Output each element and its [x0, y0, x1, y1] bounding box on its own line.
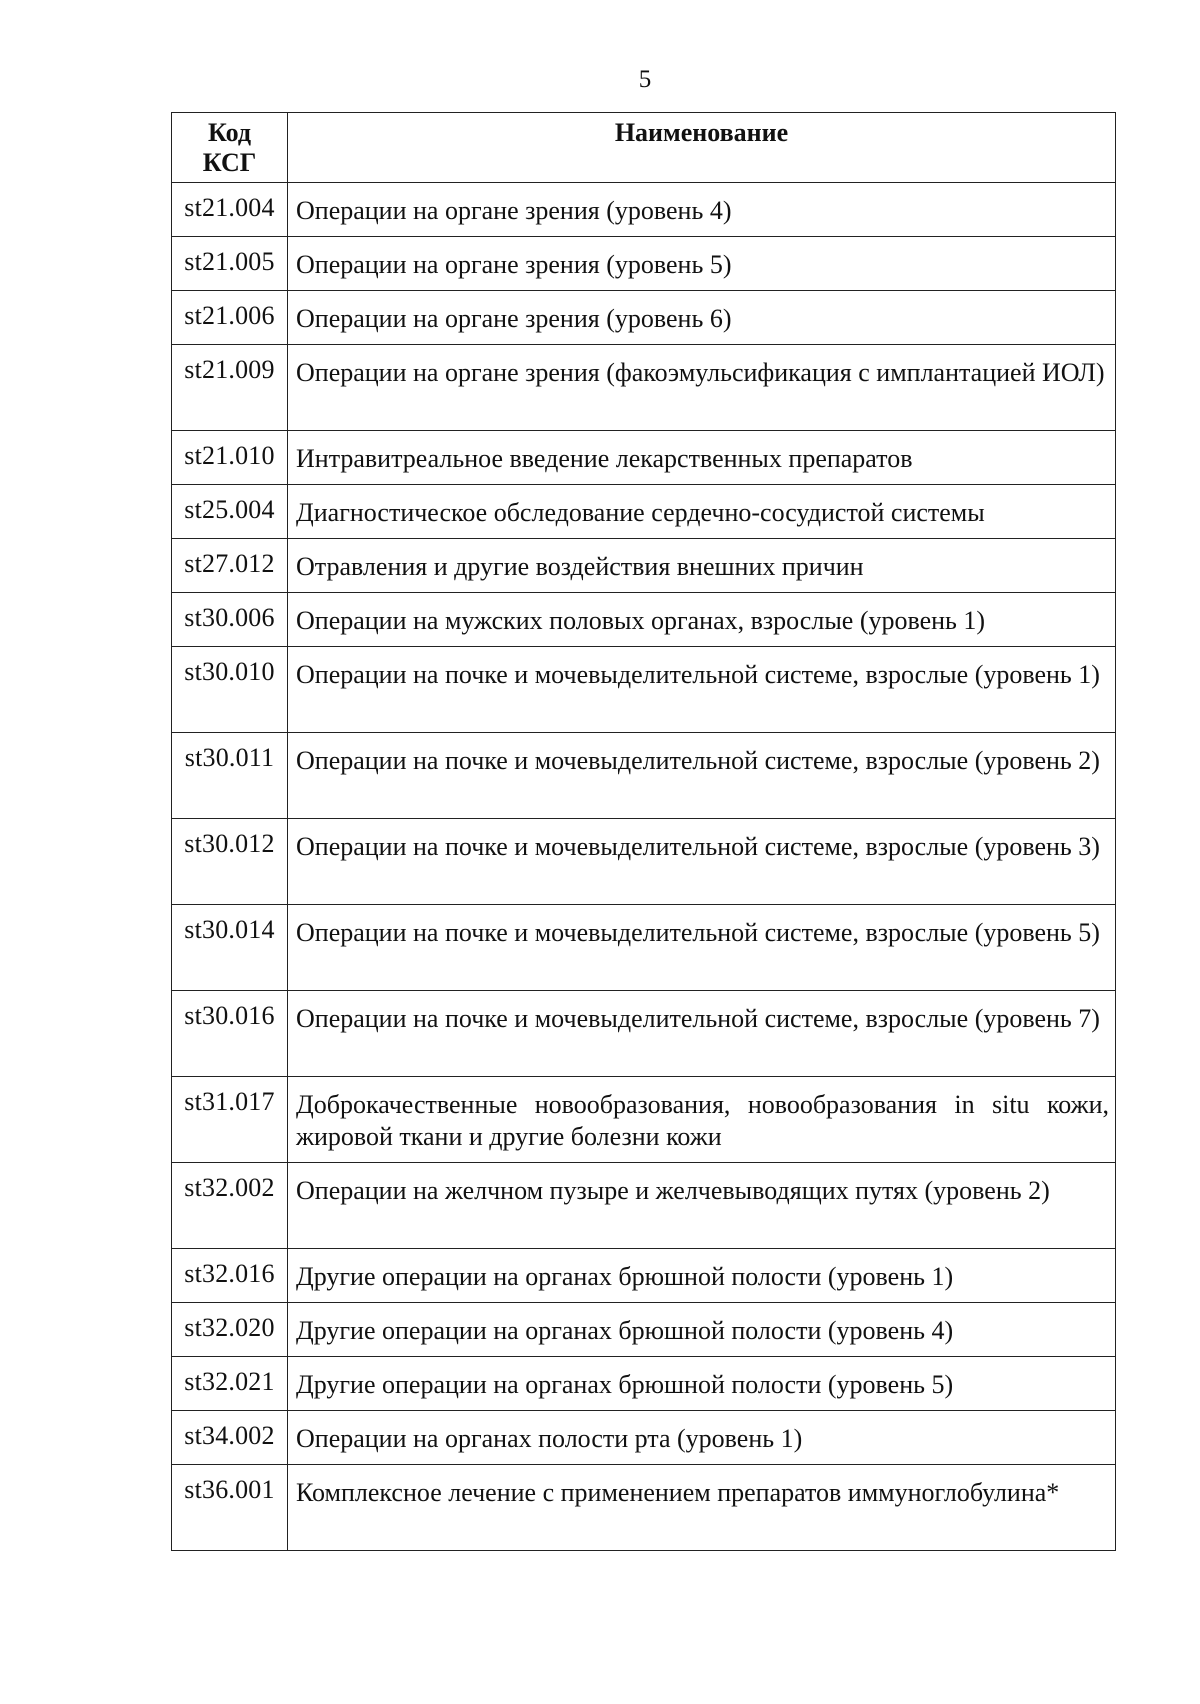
row-name: Операции на органе зрения (уровень 6) [288, 291, 1116, 345]
row-code: st30.010 [172, 647, 288, 733]
row-code: st30.014 [172, 905, 288, 991]
table-header-row [172, 113, 1116, 183]
row-code: st21.006 [172, 291, 288, 345]
row-name: Операции на органе зрения (уровень 4) [288, 183, 1116, 237]
row-code: st36.001 [172, 1465, 288, 1551]
row-code: st21.009 [172, 345, 288, 431]
row-name: Операции на органах полости рта (уровень 1) [288, 1411, 1116, 1465]
row-name: Операции на мужских половых органах, взрослые (уровень 1) [288, 593, 1116, 647]
row-code: st27.012 [172, 539, 288, 593]
row-code: st30.011 [172, 733, 288, 819]
table-row [172, 1303, 1116, 1357]
row-code: st32.020 [172, 1303, 288, 1357]
row-name: Операции на органе зрения (факоэмульсификация с имплантацией ИОЛ) [288, 345, 1116, 431]
table-row [172, 593, 1116, 647]
row-name: Операции на желчном пузыре и желчевыводящих путях (уровень 2) [288, 1163, 1116, 1249]
row-name: Операции на почке и мочевыделительной системе, взрослые (уровень 2) [288, 733, 1116, 819]
row-name: Доброкачественные новообразования, новообразования in situ кожи, жировой ткани и другие болезни кожи [288, 1077, 1116, 1163]
table-row [172, 1077, 1116, 1163]
table-row [172, 291, 1116, 345]
row-code: st32.021 [172, 1357, 288, 1411]
table-row [172, 431, 1116, 485]
row-name: Другие операции на органах брюшной полости (уровень 4) [288, 1303, 1116, 1357]
table-row [172, 237, 1116, 291]
table-row [172, 345, 1116, 431]
table-row [172, 1249, 1116, 1303]
row-name: Другие операции на органах брюшной полости (уровень 1) [288, 1249, 1116, 1303]
row-code: st30.016 [172, 991, 288, 1077]
row-code: st31.017 [172, 1077, 288, 1163]
row-name: Операции на почке и мочевыделительной системе, взрослые (уровень 3) [288, 819, 1116, 905]
row-name: Интравитреальное введение лекарственных препаратов [288, 431, 1116, 485]
table-row [172, 819, 1116, 905]
row-code: st30.006 [172, 593, 288, 647]
header-code-line2: КСГ [202, 148, 257, 177]
page-number: 5 [638, 66, 652, 93]
table-row [172, 1465, 1116, 1551]
table-row [172, 1357, 1116, 1411]
row-name: Диагностическое обследование сердечно-сосудистой системы [288, 485, 1116, 539]
row-code: st21.004 [172, 183, 288, 237]
table-row [172, 539, 1116, 593]
row-name: Другие операции на органах брюшной полости (уровень 5) [288, 1357, 1116, 1411]
table-row [172, 733, 1116, 819]
row-code: st30.012 [172, 819, 288, 905]
header-name: Наименование [288, 113, 1116, 183]
row-code: st21.010 [172, 431, 288, 485]
header-code-line1: Код [208, 118, 251, 147]
row-name: Отравления и другие воздействия внешних причин [288, 539, 1116, 593]
row-code: st32.002 [172, 1163, 288, 1249]
row-name: Операции на почке и мочевыделительной системе, взрослые (уровень 1) [288, 647, 1116, 733]
ksg-table [171, 112, 1116, 1551]
row-name: Операции на органе зрения (уровень 5) [288, 237, 1116, 291]
row-code: st34.002 [172, 1411, 288, 1465]
row-code: st32.016 [172, 1249, 288, 1303]
header-code [172, 113, 288, 183]
table-row [172, 1163, 1116, 1249]
row-code: st21.005 [172, 237, 288, 291]
row-name: Операции на почке и мочевыделительной системе, взрослые (уровень 7) [288, 991, 1116, 1077]
row-code: st25.004 [172, 485, 288, 539]
table-row [172, 1411, 1116, 1465]
table-row [172, 905, 1116, 991]
row-name: Операции на почке и мочевыделительной системе, взрослые (уровень 5) [288, 905, 1116, 991]
table-row [172, 485, 1116, 539]
row-name: Комплексное лечение с применением препаратов иммуноглобулина* [288, 1465, 1116, 1551]
table-row [172, 647, 1116, 733]
table-row [172, 183, 1116, 237]
table-row [172, 991, 1116, 1077]
